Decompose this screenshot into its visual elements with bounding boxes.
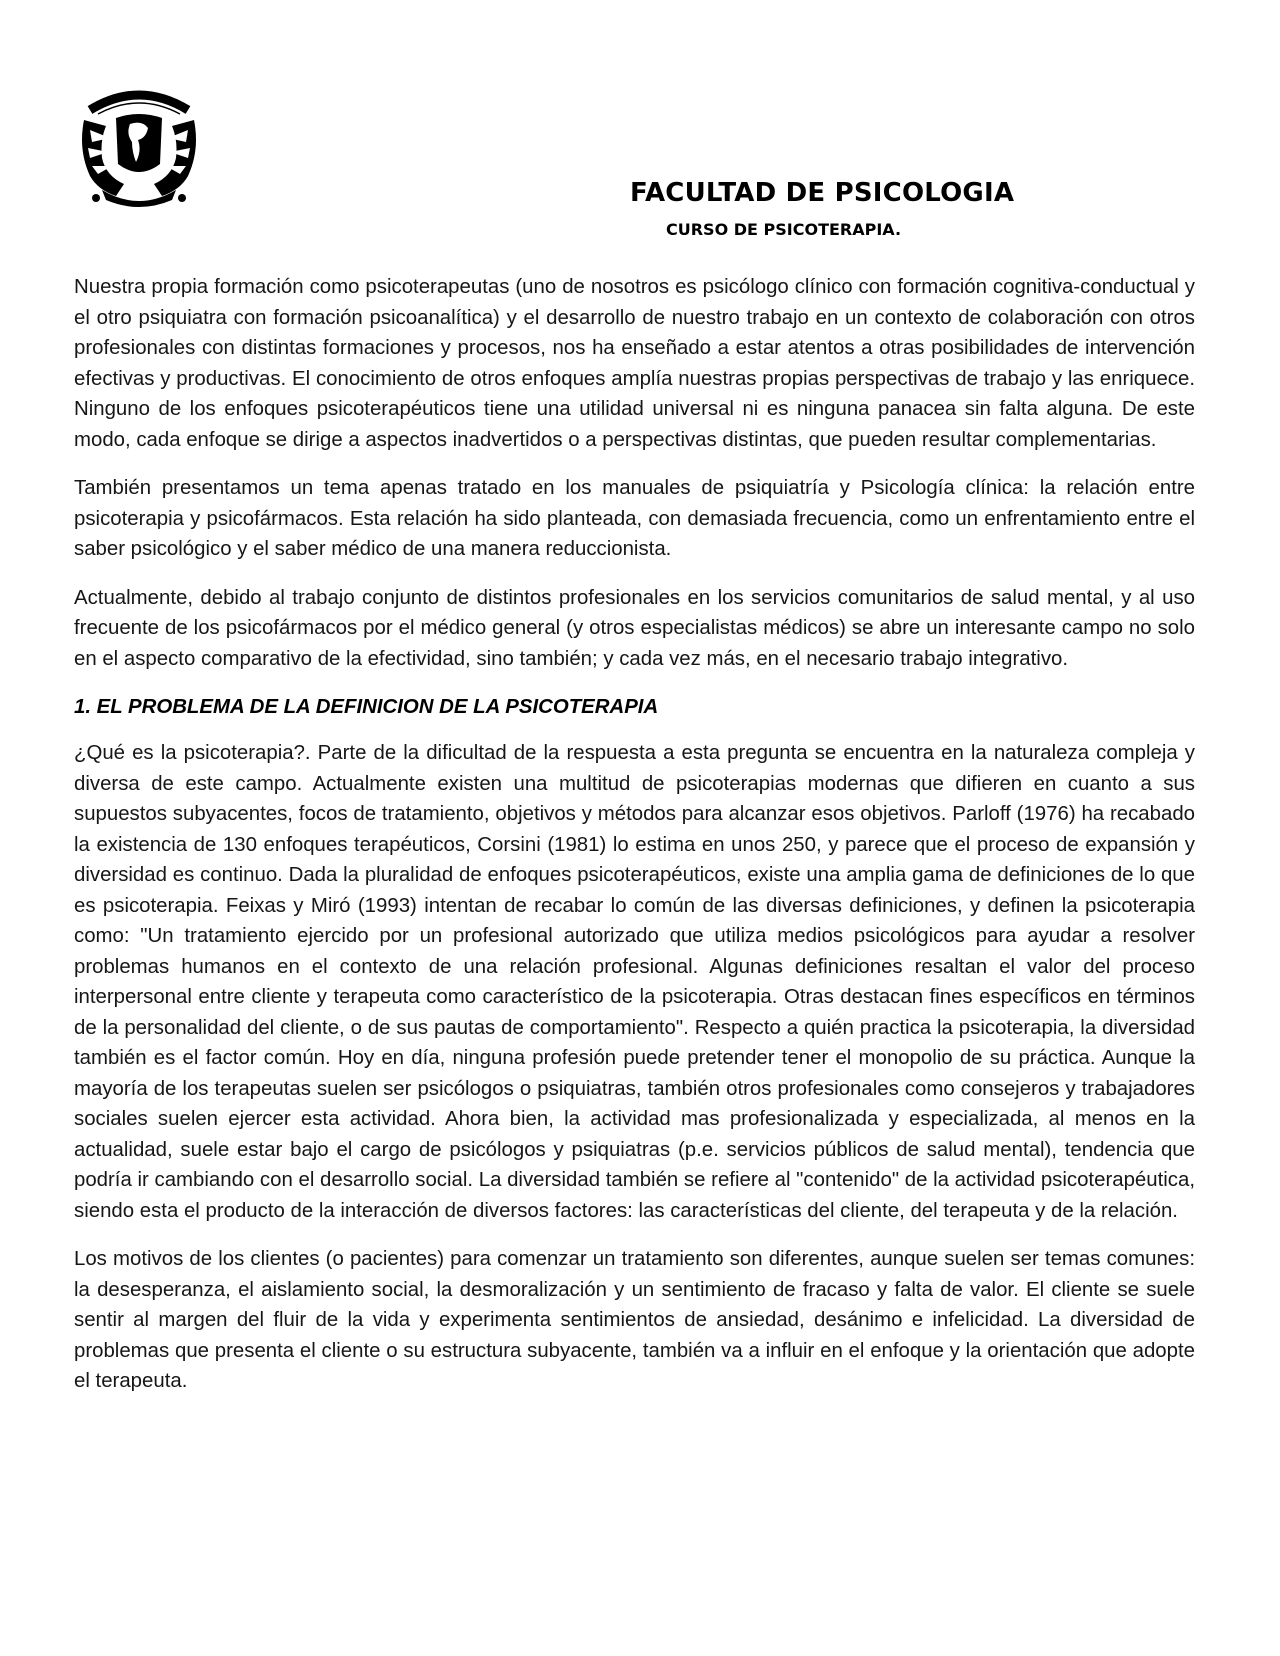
section-heading: 1. EL PROBLEMA DE LA DEFINICION DE LA PSICOTERAPIA — [74, 696, 659, 718]
paragraph: Actualmente, debido al trabajo conjunto de distintos profesionales en los servicios comunitarios de salud mental, y al uso frecuente de los psicofármacos por el médico general (y otros especialistas médicos) se abre un interesante campo no solo en el aspecto comparativo de la efectividad, sino también; y cada vez más, en el necesario trabajo integrativo. — [74, 586, 1195, 670]
paragraph: También presentamos un tema apenas tratado en los manuales de psiquiatría y Psicología clínica: la relación entre psicoterapia y psicofármacos. Esta relación ha sido planteada, con demasiada frecuencia, como un enfrentamiento entre el saber psicológico y el saber médico de una manera reduccionista. — [74, 477, 1195, 560]
paragraph: Los motivos de los clientes (o pacientes) para comenzar un tratamiento son diferentes, aunque suelen ser temas comunes: la desesperanza, el aislamiento social, la desmoralización y un sentimiento de fracaso y falta de valor. El cliente se suele sentir al margen del fluir de la vida y experimenta sentimientos de ansiedad, desánimo e infelicidad. La diversidad de problemas que presenta el cliente o su estructura subyacente, también va a influir en el enfoque y la orientación que adopte el terapeuta. — [74, 1248, 1195, 1392]
university-seal-icon — [76, 80, 202, 208]
document-body — [74, 272, 1195, 1415]
page-title: FACULTAD DE PSICOLOGIA — [630, 178, 1015, 208]
page-subtitle: CURSO DE PSICOTERAPIA. — [666, 220, 902, 239]
paragraph: Nuestra propia formación como psicoterapeutas (uno de nosotros es psicólogo clínico con formación cognitiva-conductual y el otro psiquiatra con formación psicoanalítica) y el desarrollo de nuestro trabajo en un contexto de colaboración con otros profesionales con distintas formaciones y procesos, nos ha enseñado a estar atentos a otras posibilidades de intervención efectivas y productivas. El conocimiento de otros enfoques amplía nuestras propias perspectivas de trabajo y las enriquece. Ninguno de los enfoques psicoterapéuticos tiene una utilidad universal ni es ninguna panacea sin falta alguna. De este modo, cada enfoque se dirige a aspectos inadvertidos o a perspectivas distintas, que pueden resultar complementarias. — [74, 276, 1195, 451]
paragraph: ¿Qué es la psicoterapia?. Parte de la dificultad de la respuesta a esta pregunta se encuentra en la naturaleza compleja y diversa de este campo. Actualmente existen una multitud de psicoterapias modernas que difieren en cuanto a sus supuestos subyacentes, focos de tratamiento, objetivos y métodos para alcanzar esos objetivos. Parloff (1976) ha recabado la existencia de 130 enfoques terapéuticos, Corsini (1981) lo estima en unos 250, y parece que el proceso de expansión y diversidad es continuo. Dada la pluralidad de enfoques psicoterapéuticos, existe una amplia gama de definiciones de lo que es psicoterapia. Feixas y Miró (1993) intentan de recabar lo común de las diversas definiciones, y definen la psicoterapia como: "Un tratamiento ejercido por un profesional autorizado que utiliza medios psicológicos para ayudar a resolver problemas humanos en el contexto de una relación profesional. Algunas definiciones resaltan el valor del proceso interpersonal entre cliente y terapeuta como característico de la psicoterapia. Otras destacan fines específicos en términos de la personalidad del cliente, o de sus pautas de comportamiento". Respecto a quién practica la psicoterapia, la diversidad también es el factor común. Hoy en día, ninguna profesión puede pretender tener el monopolio de su práctica. Aunque la mayoría de los terapeutas suelen ser psicólogos o psiquiatras, también otros profesionales como consejeros y trabajadores sociales suelen ejercer esta actividad. Ahora bien, la actividad mas profesionalizada y especializada, al menos en la actualidad, suele estar bajo el cargo de psicólogos y psiquiatras (p.e. servicios públicos de salud mental), tendencia que podría ir cambiando con el desarrollo social. La diversidad también se refiere al "contenido" de la actividad psicoterapéutica, siendo esta el producto de la interacción de diversos factores: las características del cliente, del terapeuta y de la relación. — [74, 742, 1195, 1222]
